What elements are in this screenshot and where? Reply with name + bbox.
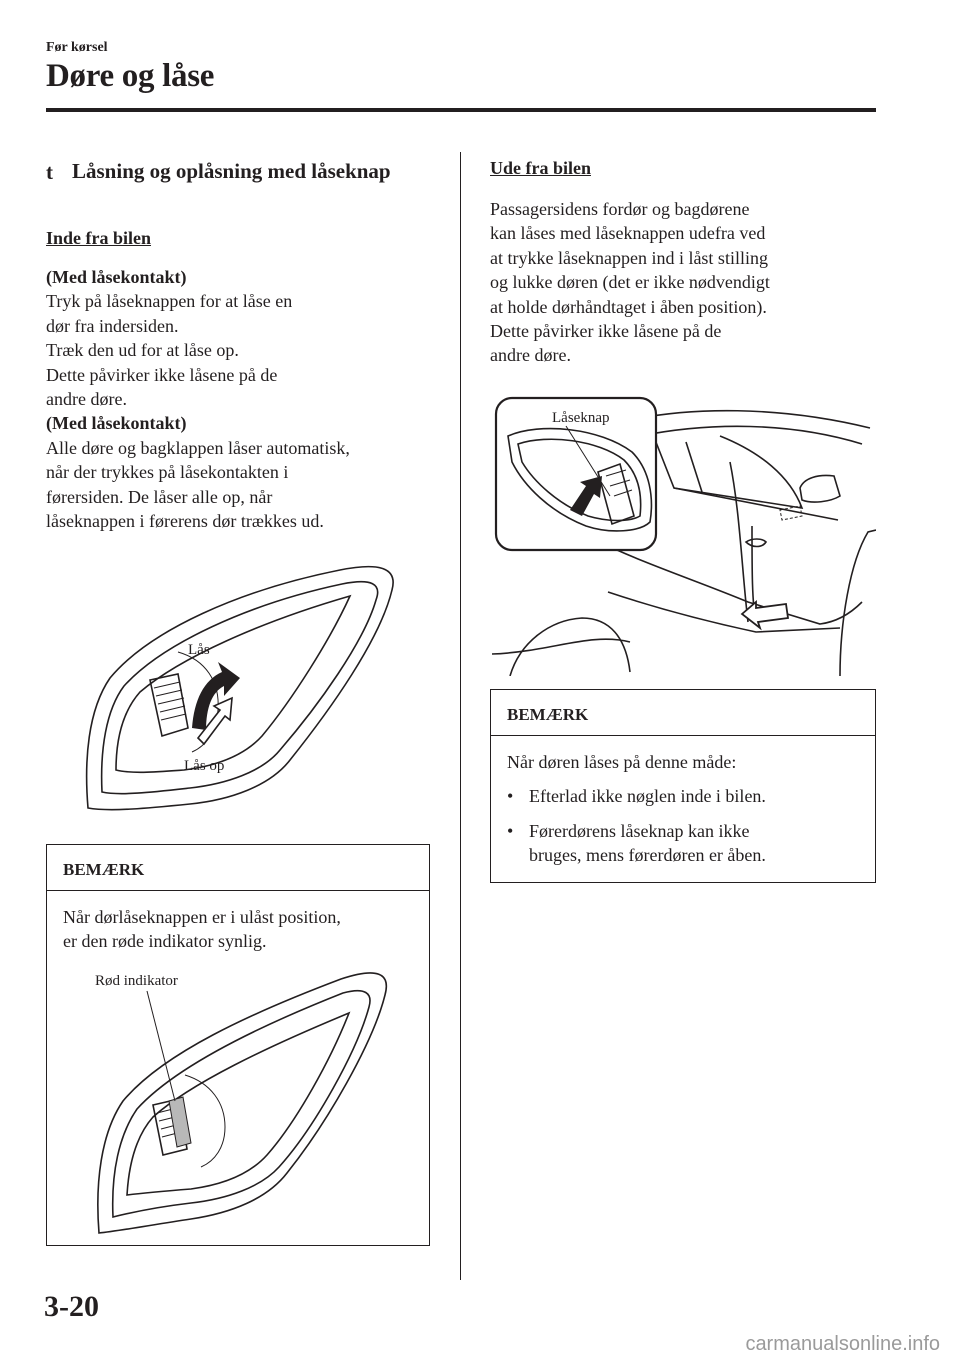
column-divider [460,152,461,1280]
subheading-outside: Ude fra bilen [490,158,591,178]
note-intro: Når døren låses på denne måde: [507,752,737,772]
lock-button-label: Låseknap [552,410,610,426]
unlock-label: Lås op [184,758,225,774]
red-indicator-label: Rød indikator [95,973,178,989]
title-rule [46,108,876,112]
bullet-line: Førerdørens låseknap kan ikke [529,820,750,841]
bullet-dot: • [507,786,514,807]
note-line: er den røde indikator synlig. [63,931,267,952]
note-title: BEMÆRK [63,860,145,879]
body-line: Dette påvirker ikke låsene på de [46,364,278,385]
right-body-text [490,197,770,368]
bullet-dot: • [507,820,514,841]
body-line: Passagersidens fordør og bagdørene [490,199,750,219]
body-line: når der trykkes på låsekontakten i [46,462,289,483]
note-box-left [46,844,430,1246]
page-number: 3-20 [44,1290,99,1323]
body-line: Tryk på låseknappen for at låse en [46,291,293,312]
body-line: Træk den ud for at låse op. [46,340,239,361]
subheading-inside: Inde fra bilen [46,228,152,248]
body-line: andre døre. [46,389,127,410]
section-heading: Låsning og oplåsning med låseknap [72,159,391,183]
inner-door-handle-figure [80,560,410,820]
bullet-line: bruges, mens førerdøren er åben. [529,845,766,866]
note-box-right [490,689,876,883]
left-body-text [46,265,350,533]
note-text [491,736,875,868]
page-title: Døre og låse [46,58,215,94]
body-line: låseknappen i førerens dør trækkes ud. [46,511,324,532]
red-indicator-figure [91,963,391,1243]
note-line: Når dørlåseknappen er i ulåst position, [63,907,341,927]
list-item [507,819,859,868]
note-title: BEMÆRK [507,705,589,724]
body-line: dør fra indersiden. [46,315,179,336]
section-label: Før kørsel [46,40,108,55]
bullet-line: Efterlad ikke nøglen inde i bilen. [529,786,766,807]
body-line: (Med låsekontakt) [46,413,187,434]
lock-label: Lås [188,642,210,658]
body-line: Alle døre og bagklappen låser automatisk, [46,437,350,458]
car-door-figure [490,392,876,676]
list-item [507,784,859,808]
body-line: at holde dørhåndtaget i åben position). [490,296,767,317]
body-line: (Med låsekontakt) [46,267,187,287]
body-line: at trykke låseknappen ind i låst stilling [490,247,768,268]
body-line: førersiden. De låser alle op, når [46,486,273,507]
body-line: andre døre. [490,345,571,366]
body-line: og lukke døren (det er ikke nødvendigt [490,272,770,293]
heading-bullet: t [46,160,53,184]
note-text [47,891,429,954]
body-line: Dette påvirker ikke låsene på de [490,321,722,342]
watermark: carmanualsonline.info [745,1333,940,1355]
body-line: kan låses med låseknappen udefra ved [490,223,766,244]
